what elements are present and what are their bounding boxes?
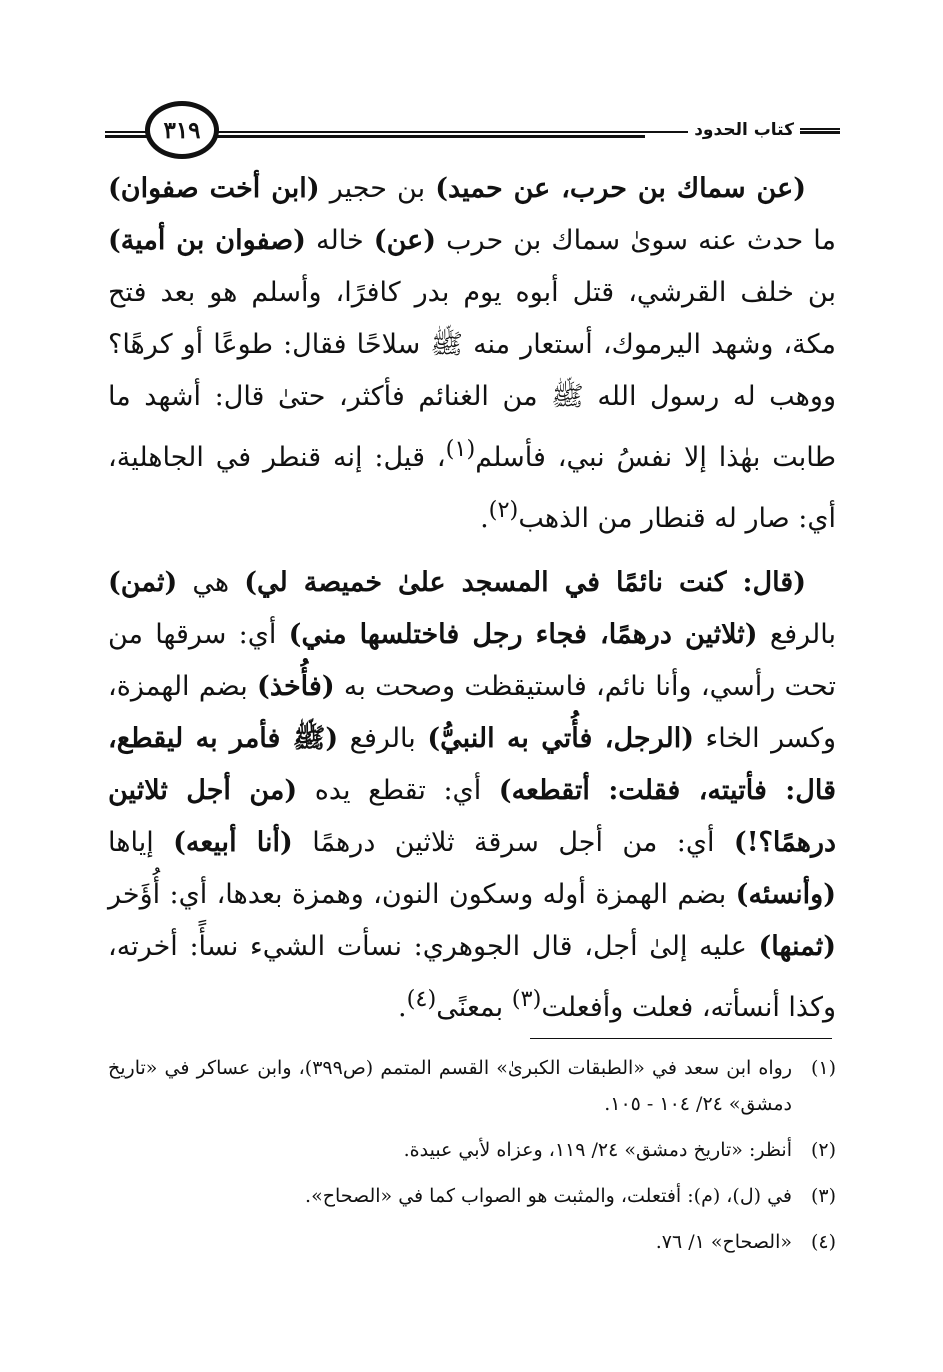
commentary-text: عليه إلىٰ أجل، قال الجوهري: نسأت الشيء نسأً: أخرته، وكذا أنسأته، فعلت وأفعلت	[108, 931, 836, 1023]
footnote-2	[108, 1132, 836, 1168]
page-header	[105, 98, 840, 168]
paragraph-2	[108, 557, 836, 1034]
commentary-text: خاله	[305, 225, 374, 256]
matn-text: (ثمن)	[108, 567, 178, 598]
paragraph-1	[108, 163, 836, 545]
commentary-text: بن خلف القرشي، قتل أبوه يوم بدر كافرًا، وأسلم هو بعد فتح مكة، وشهد اليرموك، أستعار منه ﷺ سلاحًا فقال: طوعًا أو كرهًا؟ ووهب له رسول الله ﷺ من الغنائم فأكثر، حتىٰ قال: أشهد ما طابت بهٰذا إلا نفسُ نبي، فأسلم	[108, 277, 837, 473]
footnote-ref-4[interactable]: (٤)	[406, 986, 437, 1012]
commentary-text: بالرفع	[338, 723, 428, 754]
matn-text: (ابن أخت صفوان)	[108, 173, 320, 204]
commentary-text: بن حجير	[319, 173, 436, 204]
commentary-text: بالرفع	[757, 619, 836, 650]
matn-text: (ثمنها)	[758, 931, 836, 962]
footnote-number: (٤)	[810, 1231, 836, 1253]
footnote-separator	[530, 1038, 832, 1039]
page-number: ٣١٩	[163, 116, 201, 144]
commentary-text: أي: سرقها من تحت رأسي، وأنا نائم، فاستيقظت وصحت به	[108, 619, 837, 702]
commentary-text: بمعنًى	[436, 992, 512, 1023]
matn-text: (وأنسئه)	[735, 879, 836, 910]
footnote-ref-1[interactable]: (١)	[445, 436, 476, 462]
matn-text: (أنا أبيعه)	[173, 827, 293, 858]
footnote-text: في (ل)، (م): أفتعلت، والمثبت هو الصواب كما في «الصحاح».	[305, 1185, 792, 1207]
commentary-text: بضم الهمزة، وكسر الخاء	[108, 671, 836, 754]
footnote-number: (١)	[810, 1057, 836, 1079]
matn-text: (قال: كنت نائمًا في المسجد علىٰ خميصة لي)	[244, 567, 806, 598]
commentary-text: أي: من أجل سرقة ثلاثين درهمًا	[292, 827, 734, 858]
commentary-text: ، قيل: إنه قنطر في الجاهلية، أي: صار له قنطار من الذهب	[108, 442, 836, 534]
footnote-ref-3[interactable]: (٣)	[511, 986, 542, 1012]
commentary-text: أي: تقطع يده	[297, 775, 499, 806]
matn-text: (فأُخذ)	[257, 671, 335, 702]
footnote-text: أنظر: «تاريخ دمشق» ٢٤/ ١١٩، وعزاه لأبي عبيدة.	[403, 1139, 792, 1161]
footnote-text: «الصحاح» ١/ ٧٦.	[655, 1231, 792, 1253]
footnote-number: (٣)	[810, 1185, 836, 1207]
footnote-text: رواه ابن سعد في «الطبقات الكبرىٰ» القسم المتمم (ص٣٩٩)، وابن عساكر في «تاريخ دمشق» ٢٤/ ١٠٤ - ١٠٥.	[108, 1057, 792, 1115]
page-number-badge	[145, 101, 219, 159]
matn-text: (من أجل ثلاثين درهمًا؟!)	[108, 775, 837, 858]
chapter-title: كتاب الحدود	[688, 120, 800, 140]
footnotes	[108, 1050, 836, 1270]
footnote-number: (٢)	[810, 1139, 836, 1161]
commentary-text: هي	[177, 567, 245, 598]
matn-text: (صفوان بن أمية)	[108, 225, 306, 256]
commentary-text: إياها	[108, 827, 174, 858]
matn-text: (ﷺ فأمر به ليقطع، قال: فأتيته، فقلت: أتقطعه)	[108, 723, 836, 806]
footnote-1	[108, 1050, 836, 1122]
commentary-text: بضم الهمزة أوله وسكون النون، وهمزة بعدها، أي: أُؤَخر	[108, 879, 736, 910]
matn-text: (عن)	[373, 225, 437, 256]
footnote-3	[108, 1178, 836, 1214]
commentary-text: .	[398, 992, 407, 1023]
footnote-ref-2[interactable]: (٢)	[488, 497, 519, 523]
footnote-4	[108, 1224, 836, 1260]
matn-text: (الرجل، فأُتي به النبيُّ)	[427, 723, 695, 754]
matn-text: (عن سماك بن حرب، عن حميد)	[435, 173, 806, 204]
commentary-text: .	[480, 503, 489, 534]
commentary-text: ما حدث عنه سوىٰ سماك بن حرب	[436, 225, 836, 256]
main-text	[108, 163, 836, 1044]
matn-text: (ثلاثين درهمًا، فجاء رجل فاختلسها مني)	[288, 619, 758, 650]
